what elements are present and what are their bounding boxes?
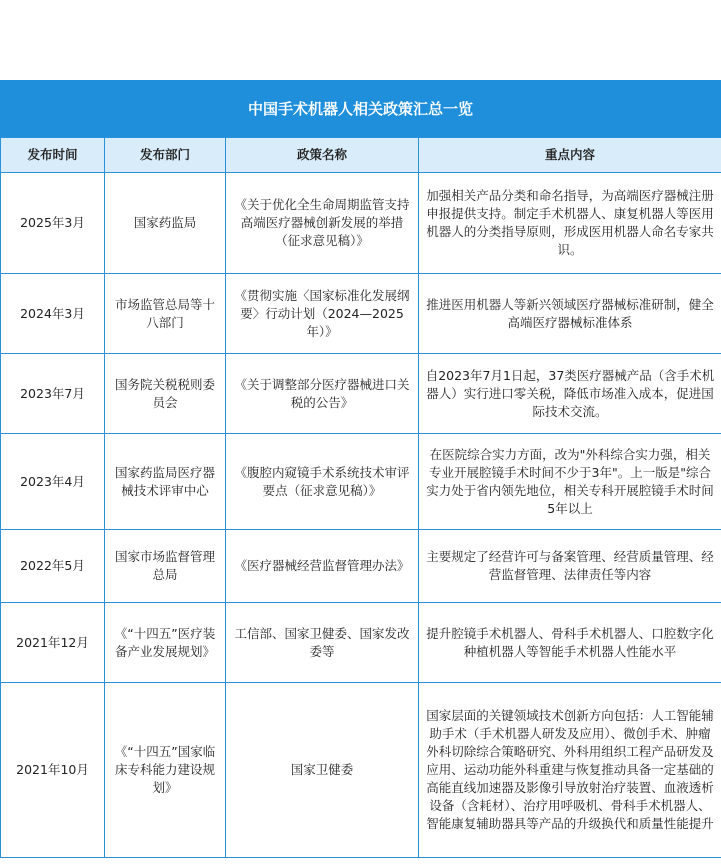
cell-content: 提升腔镜手术机器人、骨科手术机器人、口腔数字化种植机器人等智能手术机器人性能水平 — [419, 603, 721, 683]
cell-content: 加强相关产品分类和命名指导，为高端医疗器械注册申报提供支持。制定手术机器人、康复机器人等医用机器人的分类指导原则，形成医用机器人命名专家共识。 — [419, 173, 721, 274]
header-content: 重点内容 — [419, 138, 721, 173]
table-row — [1, 434, 721, 530]
cell-policy: 工信部、国家卫健委、国家发改委等 — [226, 603, 419, 683]
policy-table — [0, 137, 721, 858]
cell-content: 推进医用机器人等新兴领域医疗器械标准研制，健全高端医疗器械标准体系 — [419, 274, 721, 354]
cell-content: 自2023年7月1日起，37类医疗器械产品（含手术机器人）实行进口零关税，降低市场准入成本，促进国际技术交流。 — [419, 354, 721, 434]
cell-date: 2021年12月 — [1, 603, 105, 683]
table-row — [1, 173, 721, 274]
cell-policy: 国家卫健委 — [226, 683, 419, 858]
cell-content: 主要规定了经营许可与备案管理、经营质量管理、经营监督管理、法律责任等内容 — [419, 530, 721, 603]
cell-date: 2023年7月 — [1, 354, 105, 434]
cell-department: 国家药监局医疗器械技术评审中心 — [105, 434, 226, 530]
cell-date: 2021年10月 — [1, 683, 105, 858]
table-row — [1, 530, 721, 603]
cell-department: 《“十四五”医疗装备产业发展规划》 — [105, 603, 226, 683]
cell-date: 2025年3月 — [1, 173, 105, 274]
cell-date: 2024年3月 — [1, 274, 105, 354]
cell-content: 国家层面的关键领域技术创新方向包括：人工智能辅助手术（手术机器人研发及应用）、微创手术、肿瘤外科切除综合策略研究、外科用组织工程产品研发及应用、运动功能外科重建与恢复推动具备一定基础的高能直线加速器及影像引导放射治疗装置、血液透析设备（含耗材）、治疗用呼吸机、骨科手术机器人、智能康复辅助器具等产品的升级换代和质量性能提升 — [419, 683, 721, 858]
cell-department: 《“十四五”国家临床专科能力建设规划》 — [105, 683, 226, 858]
table-row — [1, 603, 721, 683]
table-row — [1, 354, 721, 434]
header-policy: 政策名称 — [226, 138, 419, 173]
cell-department: 国家药监局 — [105, 173, 226, 274]
cell-policy: 《关于调整部分医疗器械进口关税的公告》 — [226, 354, 419, 434]
table-row — [1, 683, 721, 858]
cell-policy: 《贯彻实施〈国家标准化发展纲要〉行动计划（2024—2025年）》 — [226, 274, 419, 354]
cell-policy: 《医疗器械经营监督管理办法》 — [226, 530, 419, 603]
cell-department: 国务院关税税则委员会 — [105, 354, 226, 434]
table-row — [1, 274, 721, 354]
header-row — [1, 138, 721, 173]
cell-policy: 《腹腔内窥镜手术系统技术审评要点（征求意见稿）》 — [226, 434, 419, 530]
cell-department: 国家市场监督管理总局 — [105, 530, 226, 603]
cell-department: 市场监管总局等十八部门 — [105, 274, 226, 354]
table-title: 中国手术机器人相关政策汇总一览 — [0, 80, 721, 137]
header-department: 发布部门 — [105, 138, 226, 173]
cell-date: 2022年5月 — [1, 530, 105, 603]
cell-policy: 《关于优化全生命周期监管支持高端医疗器械创新发展的举措（征求意见稿）》 — [226, 173, 419, 274]
header-date: 发布时间 — [1, 138, 105, 173]
cell-date: 2023年4月 — [1, 434, 105, 530]
cell-content: 在医院综合实力方面，改为"外科综合实力强，相关专业开展腔镜手术时间不少于3年"。上一版是"综合实力处于省内领先地位，相关专科开展腔镜手术时间5年以上 — [419, 434, 721, 530]
